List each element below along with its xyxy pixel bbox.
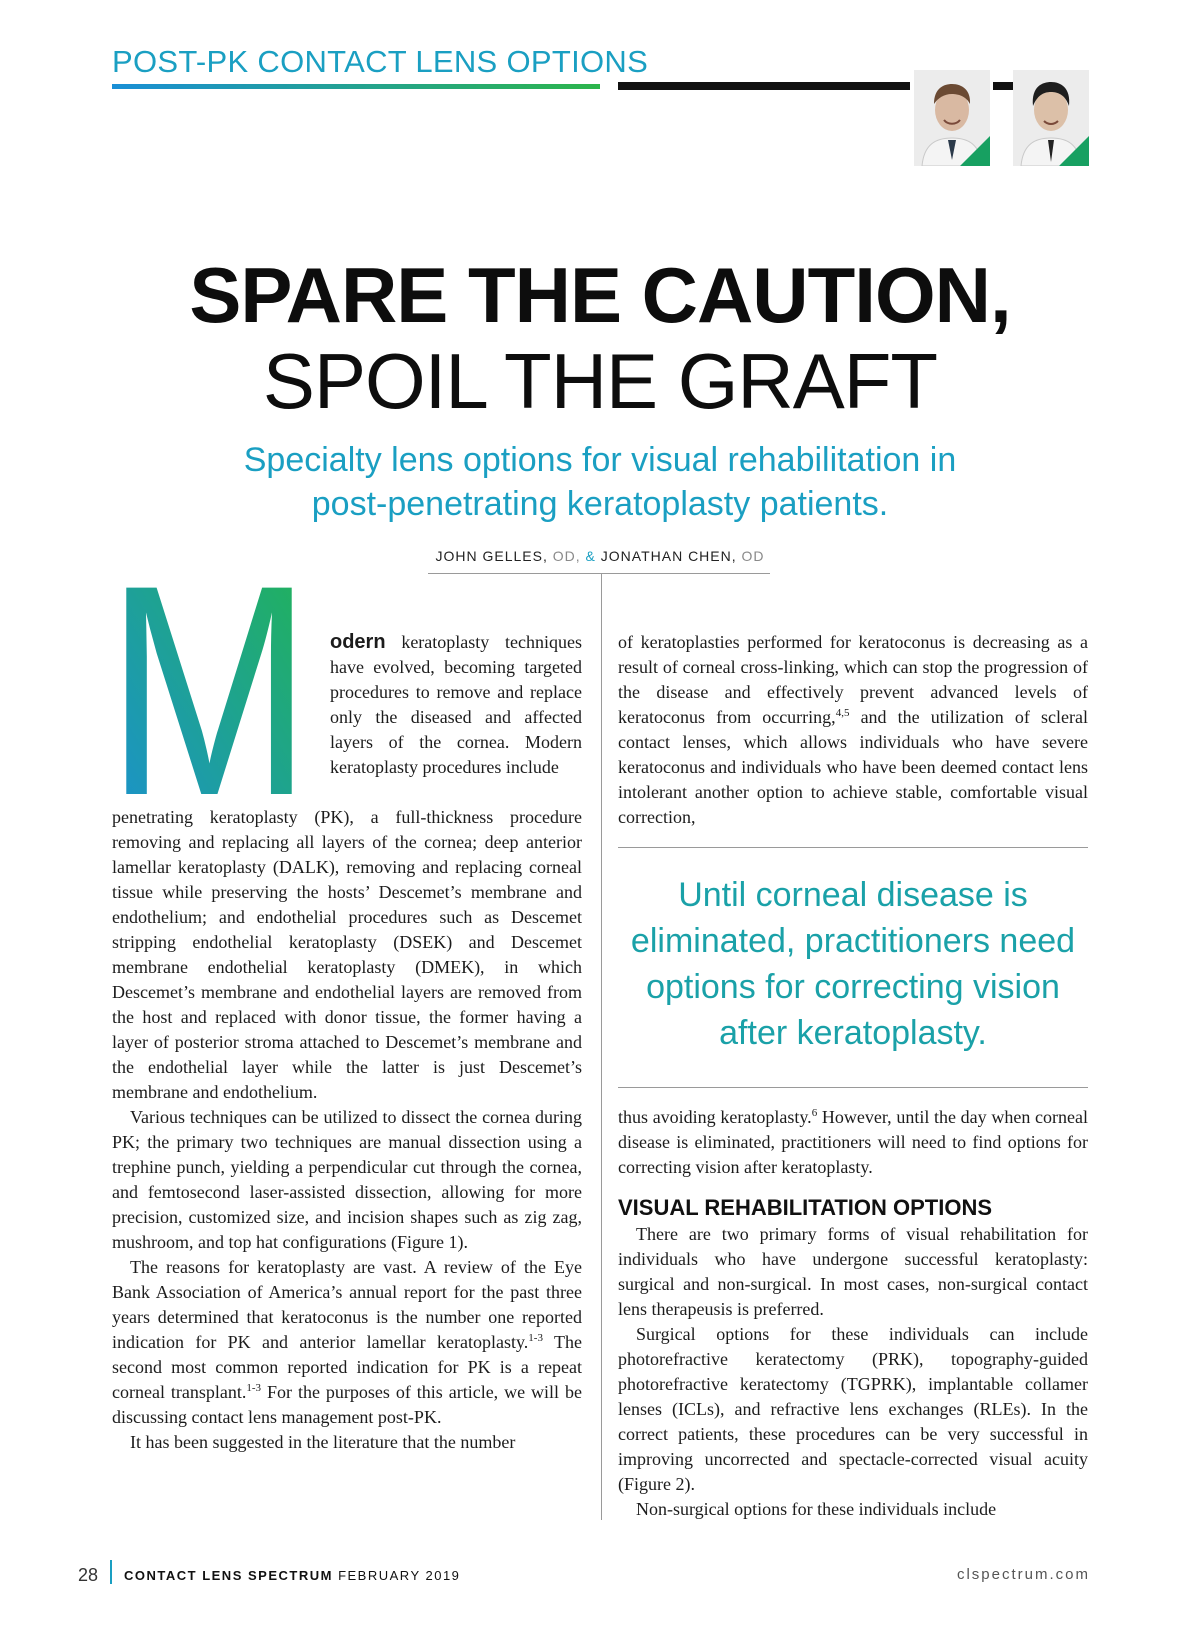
byline (0, 548, 1200, 564)
paragraph: Non-surgical options for these individuals include (636, 1499, 997, 1519)
header-rule-short (993, 82, 1013, 90)
article-subtitle (150, 438, 1050, 526)
drop-cap-letter (104, 566, 314, 798)
author-photo-chen (1013, 70, 1089, 166)
section-underline (112, 84, 600, 89)
footer-divider (110, 1560, 112, 1584)
intro-text: keratoplasty techniques have evolved, becoming targeted procedures to remove and replace only the diseased and affected layers of the cornea. Modern keratoplasty procedures include (330, 632, 582, 777)
right-column-body (618, 1105, 1088, 1522)
article-title-line-1: SPARE THE CAUTION, (189, 251, 1011, 339)
byline-ampersand: & (585, 548, 596, 564)
footer-magazine (124, 1568, 460, 1583)
subtitle-line-2: post-penetrating keratoplasty patients. (311, 485, 889, 523)
paragraph: Surgical options for these individuals can include photorefractive keratectomy (PRK), topography-guided photorefractive keratectomy (TGPRK), implantable collamer lenses (ICLs), and refractive lens exchanges (RLEs). In the correct patients, these procedures can be very successful in improving uncorrected and spectacle-corrected visual acuity (Figure 2). (618, 1324, 1088, 1494)
pull-quote-rule-bottom (618, 1087, 1088, 1088)
section-subhead: VISUAL REHABILITATION OPTIONS (618, 1195, 993, 1220)
paragraph: penetrating keratoplasty (PK), a full-thickness procedure removing and replacing all layers of the cornea; deep anterior lamellar keratoplasty (DALK), removing and replacing corneal tissue while preserving the hosts’ Descemet’s membrane and endothelium; and endothelial procedures such as Descemet stripping endothelial keratoplasty (DSEK) and Descemet membrane endothelial keratoplasty (DMEK), in which Descemet’s membrane and endothelial layers are removed from the host and replaced with donor tissue, the former having a layer of posterior stroma attached to Descemet’s membrane and the endothelial layer while the latter is just Descemet’s membrane and endothelium. (112, 807, 582, 1102)
right-column-top (618, 630, 1088, 830)
footer-website: clspectrum.com (956, 1566, 1090, 1583)
left-column-intro (330, 630, 582, 780)
paragraph: The reasons for keratoplasty are vast. A review of the Eye Bank Association of America’s annual report for the past three years determined that keratoconus is the number one reported indication for PK and anterior lamellar keratoplasty.$^{1-3}$ The second most common reported indication for PK is a repeat corneal transplant.$^{1-3}$ For the purposes of this article, we will be discussing contact lens management post-PK. (112, 1257, 582, 1427)
pull-quote-rule-top (618, 847, 1088, 848)
column-divider (601, 573, 602, 1520)
paragraph: thus avoiding keratoplasty.$^6$ However, until the day when corneal disease is eliminated, practitioners will need to find options for correcting vision after keratoplasty. (618, 1107, 1088, 1177)
author-1-name: JOHN GELLES, (435, 548, 548, 564)
paragraph: of keratoplasties performed for keratoconus is decreasing as a result of corneal cross-linking, which can stop the progression of the disease and effectively prevent advanced levels of keratoconus from occurring,$^{4,5}$ and the utilization of scleral contact lenses, which allows individuals who have severe keratoconus and individuals who have been deemed contact lens intolerant another option to achieve stable, comfortable visual correction, (618, 632, 1088, 827)
issue-date: FEBRUARY 2019 (338, 1568, 461, 1583)
author-2-name: JONATHAN CHEN, (600, 548, 737, 564)
author-photo-gelles (914, 70, 990, 166)
section-label: POST-PK CONTACT LENS OPTIONS (112, 44, 649, 79)
byline-rule (428, 573, 770, 574)
paragraph: Various techniques can be utilized to dissect the cornea during PK; the primary two techniques are manual dissection using a trephine punch, yielding a perpendicular cut through the cornea, and femtosecond laser-assisted dissection, allowing for more precision, customized size, and incision shapes such as zig zag, mushroom, and top hat configurations (Figure 1). (112, 1107, 582, 1252)
drop-cap-text: M (106, 566, 312, 798)
left-column-body (112, 805, 582, 1455)
author-1-credential: OD, (552, 548, 581, 564)
author-2-credential: OD (741, 548, 765, 564)
lead-word: odern (330, 631, 386, 653)
magazine-name: CONTACT LENS SPECTRUM (124, 1568, 333, 1583)
header-rule (618, 82, 910, 90)
paragraph: It has been suggested in the literature that the number (130, 1432, 516, 1452)
page-number: 28 (78, 1565, 99, 1585)
pull-quote: Until corneal disease is eliminated, practitioners need options for correcting vision after keratoplasty. (630, 876, 1076, 1052)
paragraph: There are two primary forms of visual rehabilitation for individuals who have undergone successful keratoplasty: surgical and non-surgical. In most cases, non-surgical contact lens therapeusis is preferred. (618, 1224, 1088, 1319)
article-title-line-2: SPOIL THE GRAFT (262, 337, 938, 425)
subtitle-line-1: Specialty lens options for visual rehabilitation in (243, 441, 957, 479)
